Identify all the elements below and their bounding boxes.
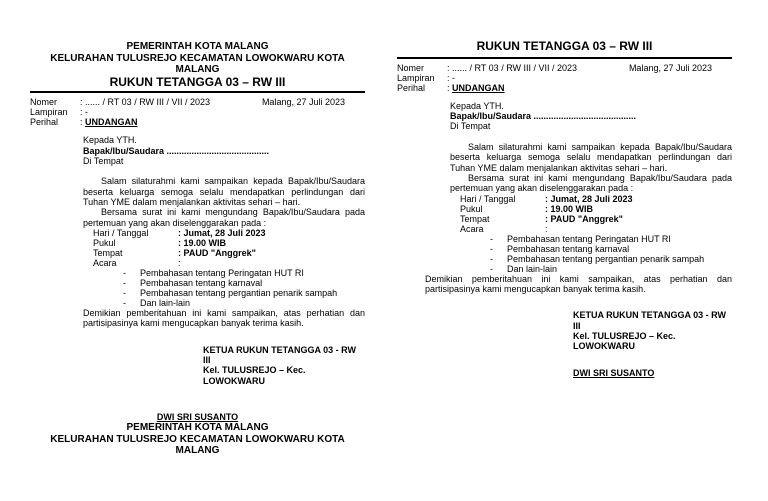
letter-date: Malang, 27 Juli 2023: [628, 62, 712, 73]
list-item: - Pembahasan tentang Peringatan HUT RI: [123, 268, 304, 279]
header-divider: [30, 91, 365, 93]
paragraph-invitation: Bersama surat ini kami mengundang Bapak/Ibu/Saudara pada pertemuan yang akan diselenggarakan pada :: [83, 207, 365, 228]
recipient-kepada: Kepada YTH.: [450, 100, 504, 111]
signature-title: KETUA RUKUN TETANGGA 03 - RW III: [203, 344, 356, 366]
meta-lampiran: Lampiran : -: [30, 107, 88, 118]
paragraph-invitation: Bersama surat ini kami mengundang Bapak/Ibu/Saudara pada pertemuan yang akan diselenggarakan pada :: [450, 172, 732, 194]
list-item: - Pembahasan tentang pergantian penarik sampah: [490, 253, 705, 264]
detail-hari: Hari / Tanggal : Jumat, 28 Juli 2023: [460, 193, 633, 204]
recipient-name: Bapak/Ibu/Saudara .........................................: [450, 111, 637, 122]
header-rt: RUKUN TETANGGA 03 – RW III: [476, 39, 653, 53]
agenda-list: [123, 268, 365, 308]
header-kelurahan: KELURAHAN TULUSREJO KECAMATAN LOWOKWARU KOTA MALANG: [50, 52, 345, 75]
footer-government: PEMERINTAH KOTA MALANG: [126, 422, 269, 434]
perihal-value: UNDANGAN: [85, 117, 138, 128]
list-item: - Pembahasan tentang Peringatan HUT RI: [490, 233, 671, 244]
signer-name: DWI SRI SUSANTO: [573, 367, 655, 378]
detail-pukul: Pukul : 19.00 WIB: [93, 238, 227, 249]
letter-meta: [30, 97, 365, 127]
meta-perihal: Perihal : UNDANGAN: [397, 82, 505, 93]
paragraph-greeting: Salam silaturahmi kami sampaikan kepada Bapak/Ibu/Saudara beserta keluarga semoga selalu mendapatkan perlindungan dari Tuhan YME dalam menjalankan aktivitas sehari – hari.: [83, 176, 365, 208]
signature-title: KETUA RUKUN TETANGGA 03 - RW III: [573, 310, 726, 331]
paragraph-greeting: Salam silaturahmi kami sampaikan kepada Bapak/Ibu/Saudara beserta keluarga semoga selalu mendapatkan perlindungan dari Tuhan YME dalam menjalankan aktivitas sehari – hari.: [450, 141, 732, 173]
agenda-list: [490, 234, 732, 274]
header-government: PEMERINTAH KOTA MALANG: [126, 41, 269, 52]
recipient-place: Di Tempat: [83, 155, 124, 166]
list-item: - Dan lain-lain: [123, 298, 191, 309]
paragraph-closing: Demikian pemberitahuan ini kami sampaikan, atas perhatian dan partisipasinya kami mengucapkan banyak terima kasih.: [425, 273, 732, 294]
signature-area: Kel. TULUSREJO – Kec. LOWOKWARU: [203, 365, 306, 386]
signature-area: Kel. TULUSREJO – Kec. LOWOKWARU: [573, 330, 676, 352]
list-item: - Pembahasan tentang karnaval: [123, 278, 263, 289]
footer-kelurahan: KELURAHAN TULUSREJO KECAMATAN LOWOKWARU KOTA MALANG: [50, 433, 345, 457]
detail-acara: Acara :: [93, 258, 181, 269]
list-item: - Pembahasan tentang karnaval: [490, 243, 630, 254]
detail-tempat: Tempat : PAUD "Anggrek": [93, 248, 256, 259]
header-rt: RUKUN TETANGGA 03 – RW III: [109, 74, 286, 89]
meta-nomor: Nomer : ...... / RT 03 / RW III / VII / 2023 Malang, 27 Juli 2023: [397, 62, 712, 73]
list-item: - Pembahasan tentang pergantian penarik sampah: [123, 288, 338, 299]
perihal-value: UNDANGAN: [452, 82, 505, 93]
letter-body: [83, 135, 365, 386]
letter-right: [397, 0, 732, 378]
meta-perihal: Perihal : UNDANGAN: [30, 117, 138, 128]
signer-name: DWI SRI SUSANTO: [156, 412, 239, 423]
header-divider: [397, 57, 732, 59]
detail-acara: Acara :: [460, 223, 548, 234]
letter-left: [30, 0, 365, 457]
list-item: - Dan lain-lain: [490, 263, 558, 274]
meta-nomor: Nomer : ...... / RT 03 / RW III / VII / 2023 Malang, 27 Juli 2023: [30, 97, 345, 108]
paragraph-closing: Demikian pemberitahuan ini kami sampaikan, atas perhatian dan partisipasinya kami mengucapkan banyak terima kasih.: [83, 308, 365, 329]
letter-meta: [397, 63, 732, 93]
recipient-place: Di Tempat: [450, 121, 491, 132]
recipient-kepada: Kepada YTH.: [83, 135, 137, 146]
detail-pukul: Pukul : 19.00 WIB: [460, 203, 594, 214]
detail-hari: Hari / Tanggal : Jumat, 28 Juli 2023: [93, 228, 266, 239]
letter-date: Malang, 27 Juli 2023: [261, 97, 345, 108]
recipient-name: Bapak/Ibu/Saudara .........................................: [83, 145, 270, 156]
letter-body: [450, 101, 732, 274]
detail-tempat: Tempat : PAUD "Anggrek": [460, 213, 623, 224]
meta-lampiran: Lampiran : -: [397, 72, 455, 83]
